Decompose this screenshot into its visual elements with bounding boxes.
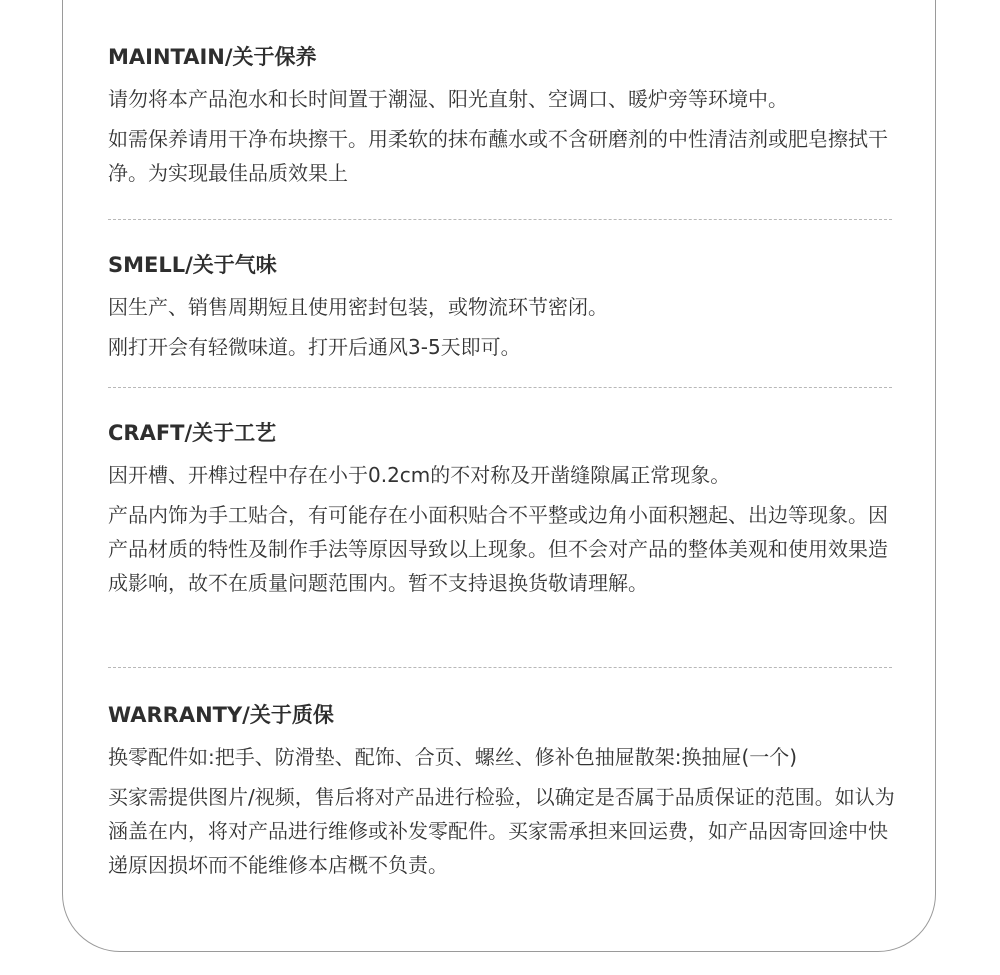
warranty-heading: WARRANTY/关于质保 (108, 703, 334, 727)
craft-section (108, 418, 898, 600)
maintain-section (108, 42, 898, 190)
maintain-paragraph-1: 请勿将本产品泡水和长时间置于潮湿、阳光直射、空调口、暖炉旁等环境中。 (108, 87, 788, 111)
section-divider (108, 219, 892, 220)
maintain-paragraph-2: 如需保养请用干净布块擦干。用柔软的抹布蘸水或不含研磨剂的中性清洁剂或肥皂擦拭干净。为实现最佳品质效果上 (108, 127, 888, 185)
warranty-section (108, 700, 898, 882)
craft-paragraph-2: 产品内饰为手工贴合，有可能存在小面积贴合不平整或边角小面积翘起、出边等现象。因产品材质的特性及制作手法等原因导致以上现象。但不会对产品的整体美观和使用效果造成影响，故不在质量问题范围内。暂不支持退换货敬请理解。 (108, 503, 888, 595)
warranty-paragraph-2: 买家需提供图片/视频，售后将对产品进行检验，以确定是否属于品质保证的范围。如认为涵盖在内，将对产品进行维修或补发零配件。买家需承担来回运费，如产品因寄回途中快递原因损坏而不能维修本店概不负责。 (108, 785, 895, 877)
craft-heading: CRAFT/关于工艺 (108, 421, 277, 445)
section-divider (108, 667, 892, 668)
warranty-paragraph-1: 换零配件如:把手、防滑垫、配饰、合页、螺丝、修补色抽屉散架:换抽屉(一个) (108, 745, 798, 769)
section-divider (108, 387, 892, 388)
craft-paragraph-1: 因开槽、开榫过程中存在小于0.2cm的不对称及开凿缝隙属正常现象。 (108, 463, 731, 487)
maintain-heading: MAINTAIN/关于保养 (108, 45, 317, 69)
smell-section (108, 250, 898, 364)
smell-heading: SMELL/关于气味 (108, 253, 277, 277)
smell-paragraph-2: 刚打开会有轻微味道。打开后通风3-5天即可。 (108, 335, 521, 359)
smell-paragraph-1: 因生产、销售周期短且使用密封包装，或物流环节密闭。 (108, 295, 608, 319)
